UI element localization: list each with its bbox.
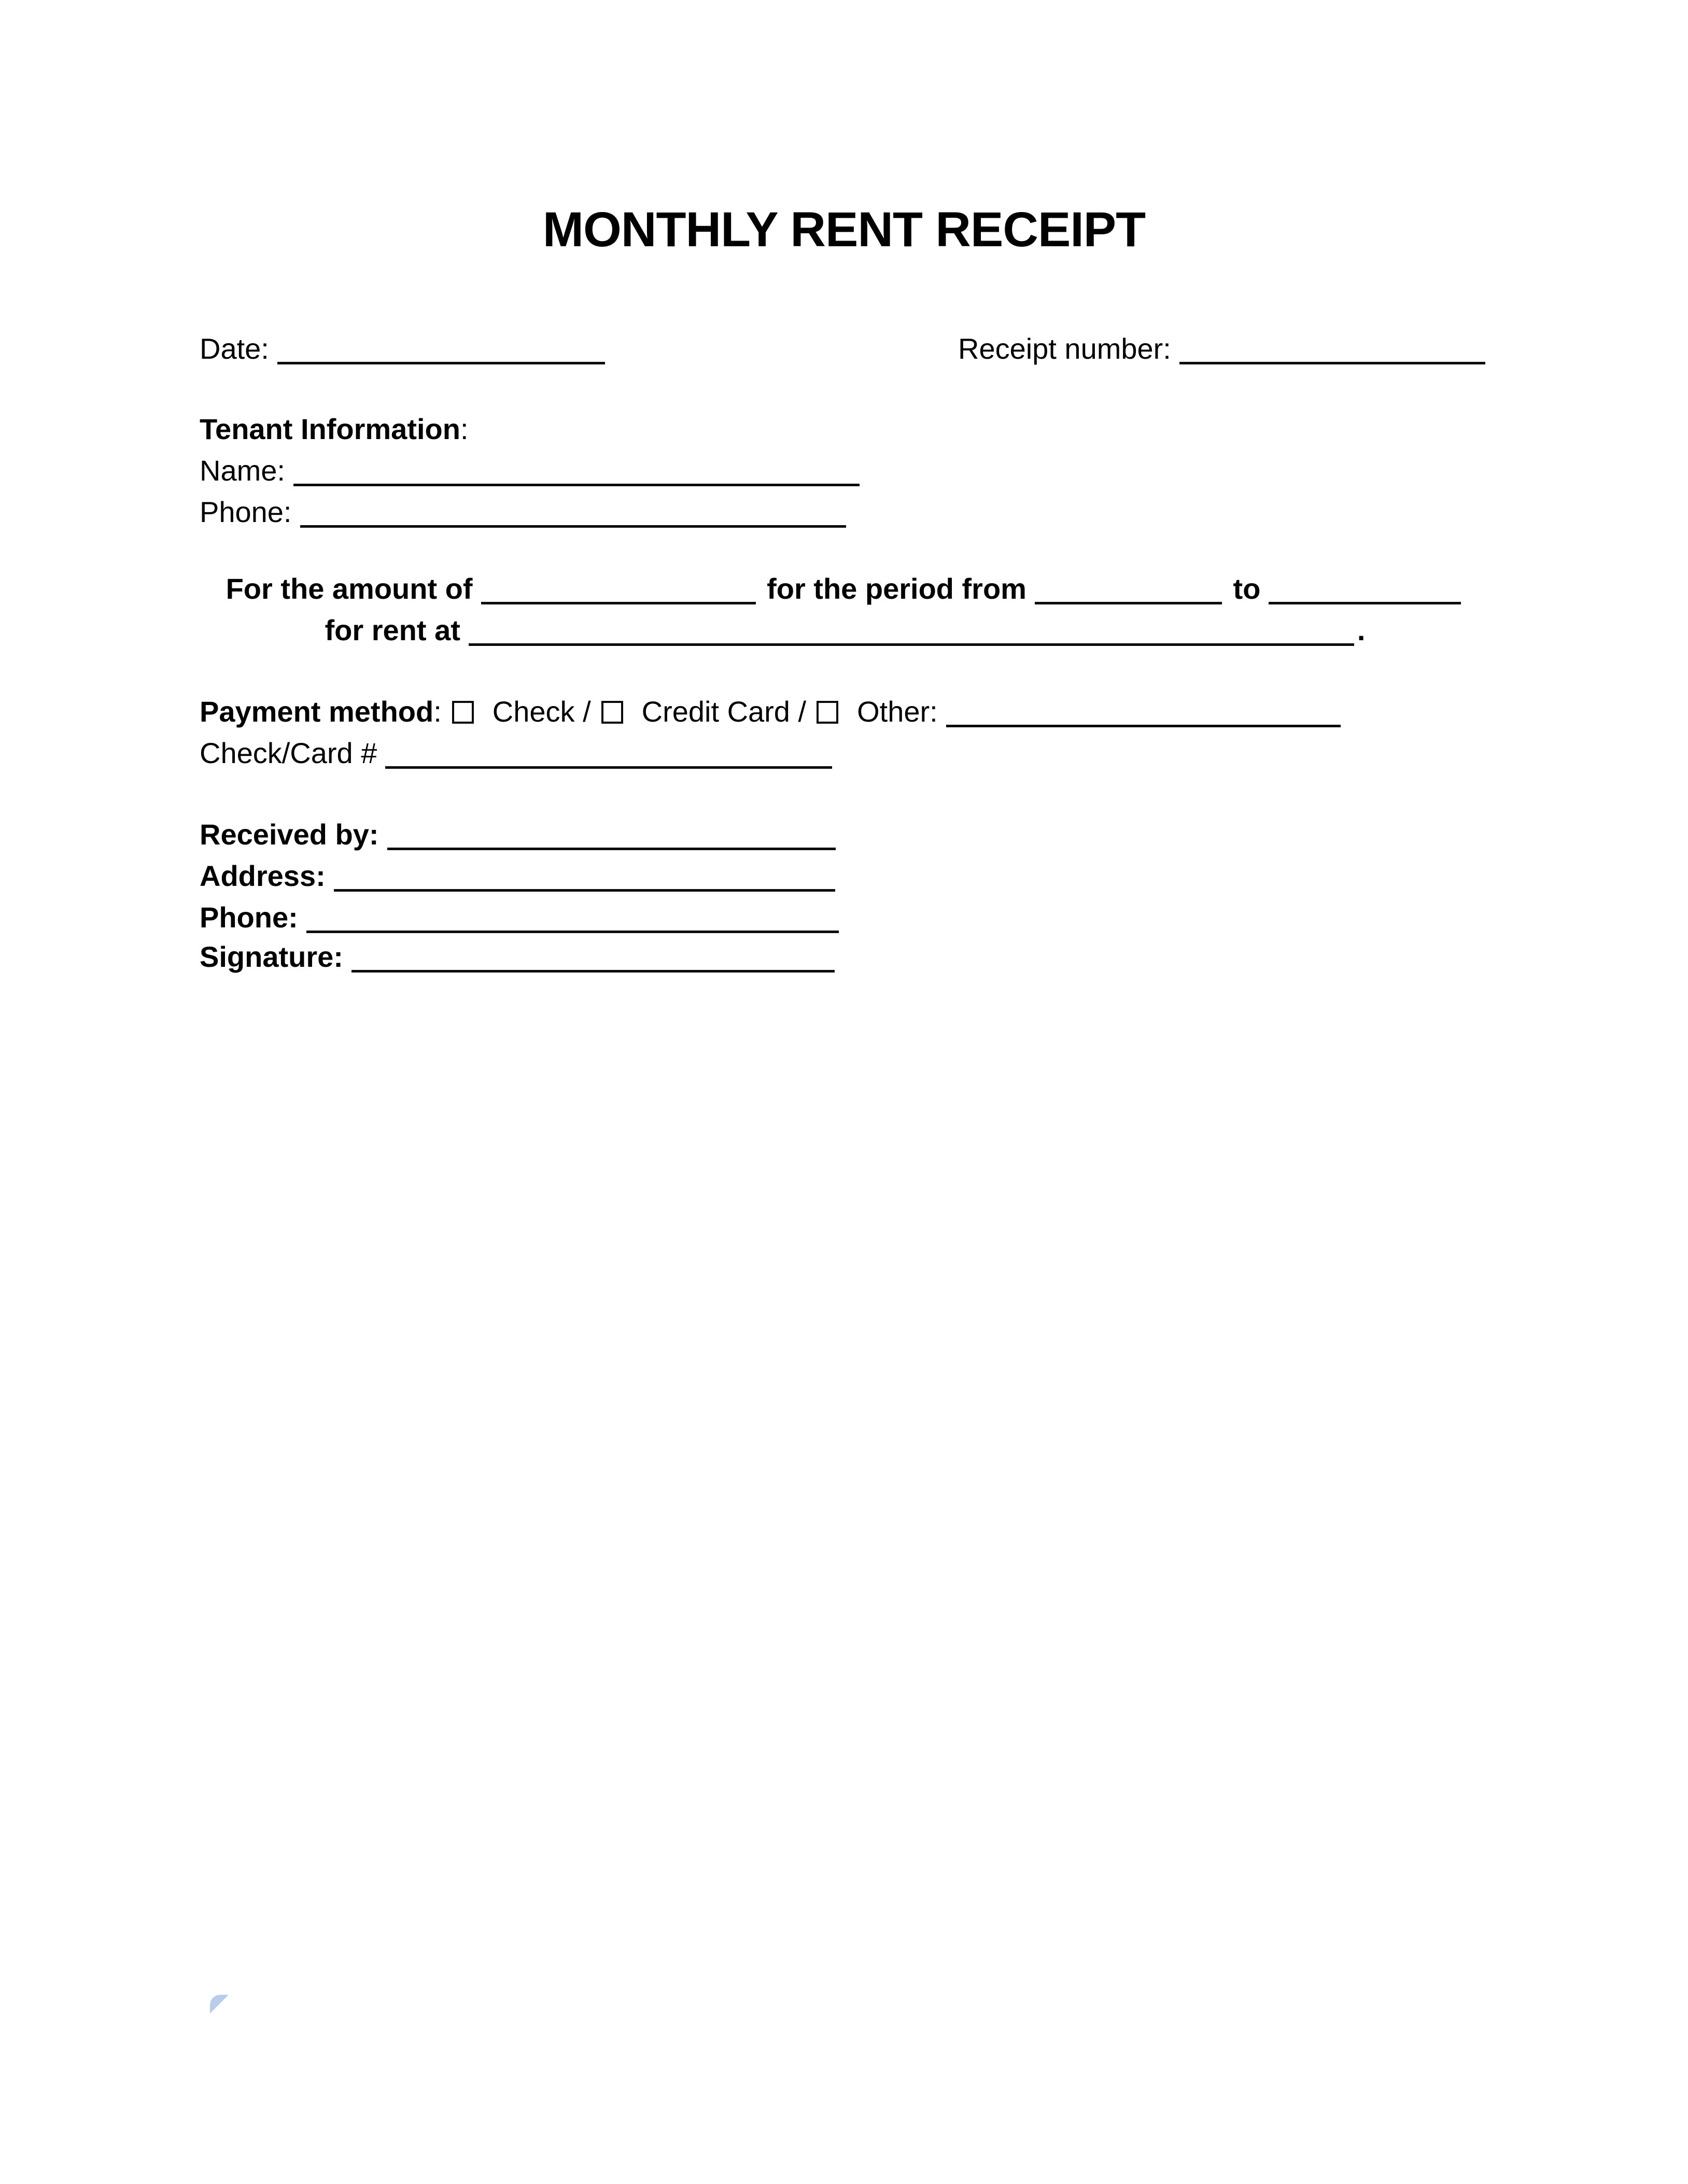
- tenant-phone-label: Phone:: [200, 496, 292, 528]
- other-label: Other:: [857, 695, 938, 728]
- landlord-address-input-line[interactable]: [334, 889, 835, 892]
- signature-row: [200, 939, 838, 975]
- other-input-line[interactable]: [946, 725, 1341, 727]
- tenant-information-label: Tenant Information: [200, 413, 460, 445]
- receipt-number-row: [958, 331, 1488, 367]
- rent-at-input-line[interactable]: [469, 643, 1354, 646]
- tenant-phone-row: [200, 494, 849, 530]
- other-checkbox[interactable]: [817, 701, 838, 724]
- date-input-line[interactable]: [277, 362, 605, 364]
- landlord-phone-row: [200, 899, 842, 936]
- amount-clause-part4: for rent at: [325, 614, 460, 646]
- receipt-number-input-line[interactable]: [1179, 362, 1485, 364]
- payment-method-label: Payment method: [200, 695, 434, 728]
- smile-icon: [219, 2019, 244, 2032]
- amount-clause-part2: for the period from: [767, 572, 1026, 605]
- amount-input-line[interactable]: [481, 602, 756, 604]
- receipt-number-label: Receipt number:: [958, 332, 1171, 365]
- amount-clause-line2: [200, 612, 1490, 649]
- period-from-input-line[interactable]: [1035, 602, 1222, 604]
- amount-clause-part1: For the amount of: [226, 572, 473, 605]
- amount-clause-line1: [200, 571, 1490, 607]
- amount-clause-part3: to: [1233, 572, 1261, 605]
- period-to-input-line[interactable]: [1269, 602, 1461, 604]
- check-card-number-label: Check/Card #: [200, 737, 377, 769]
- credit-card-checkbox[interactable]: [601, 701, 623, 724]
- check-checkbox[interactable]: [452, 701, 474, 724]
- landlord-address-label: Address:: [200, 859, 326, 892]
- received-by-row: [200, 816, 839, 853]
- page-title: MONTHLY RENT RECEIPT: [542, 202, 1146, 257]
- credit-card-label: Credit Card: [641, 695, 790, 728]
- tenant-name-row: [200, 453, 863, 489]
- received-by-label: Received by:: [200, 818, 379, 851]
- landlord-phone-input-line[interactable]: [306, 931, 839, 933]
- amount-clause-terminator: .: [1357, 614, 1366, 646]
- document-smile-logo-icon: [210, 1995, 252, 2047]
- payment-method-colon: :: [433, 695, 442, 728]
- signature-label: Signature:: [200, 940, 343, 973]
- folded-corner-icon: [210, 1995, 229, 2013]
- amount-clause: [200, 571, 1490, 646]
- tenant-name-input-line[interactable]: [293, 484, 860, 486]
- date-row: [200, 331, 608, 367]
- payment-method-row: [200, 694, 1344, 730]
- check-card-number-row: [200, 735, 835, 771]
- received-by-input-line[interactable]: [387, 848, 836, 850]
- tenant-name-label: Name:: [200, 454, 285, 487]
- landlord-address-row: [200, 858, 838, 894]
- tenant-phone-input-line[interactable]: [300, 525, 846, 528]
- tenant-information-colon: :: [460, 413, 469, 445]
- tenant-information-heading: [200, 411, 469, 447]
- check-card-number-input-line[interactable]: [385, 766, 832, 769]
- separator-slash-2: /: [798, 695, 807, 728]
- date-label: Date:: [200, 332, 269, 365]
- separator-slash-1: /: [583, 695, 591, 728]
- signature-input-line[interactable]: [351, 970, 835, 973]
- landlord-phone-label: Phone:: [200, 901, 298, 934]
- check-label: Check: [492, 695, 575, 728]
